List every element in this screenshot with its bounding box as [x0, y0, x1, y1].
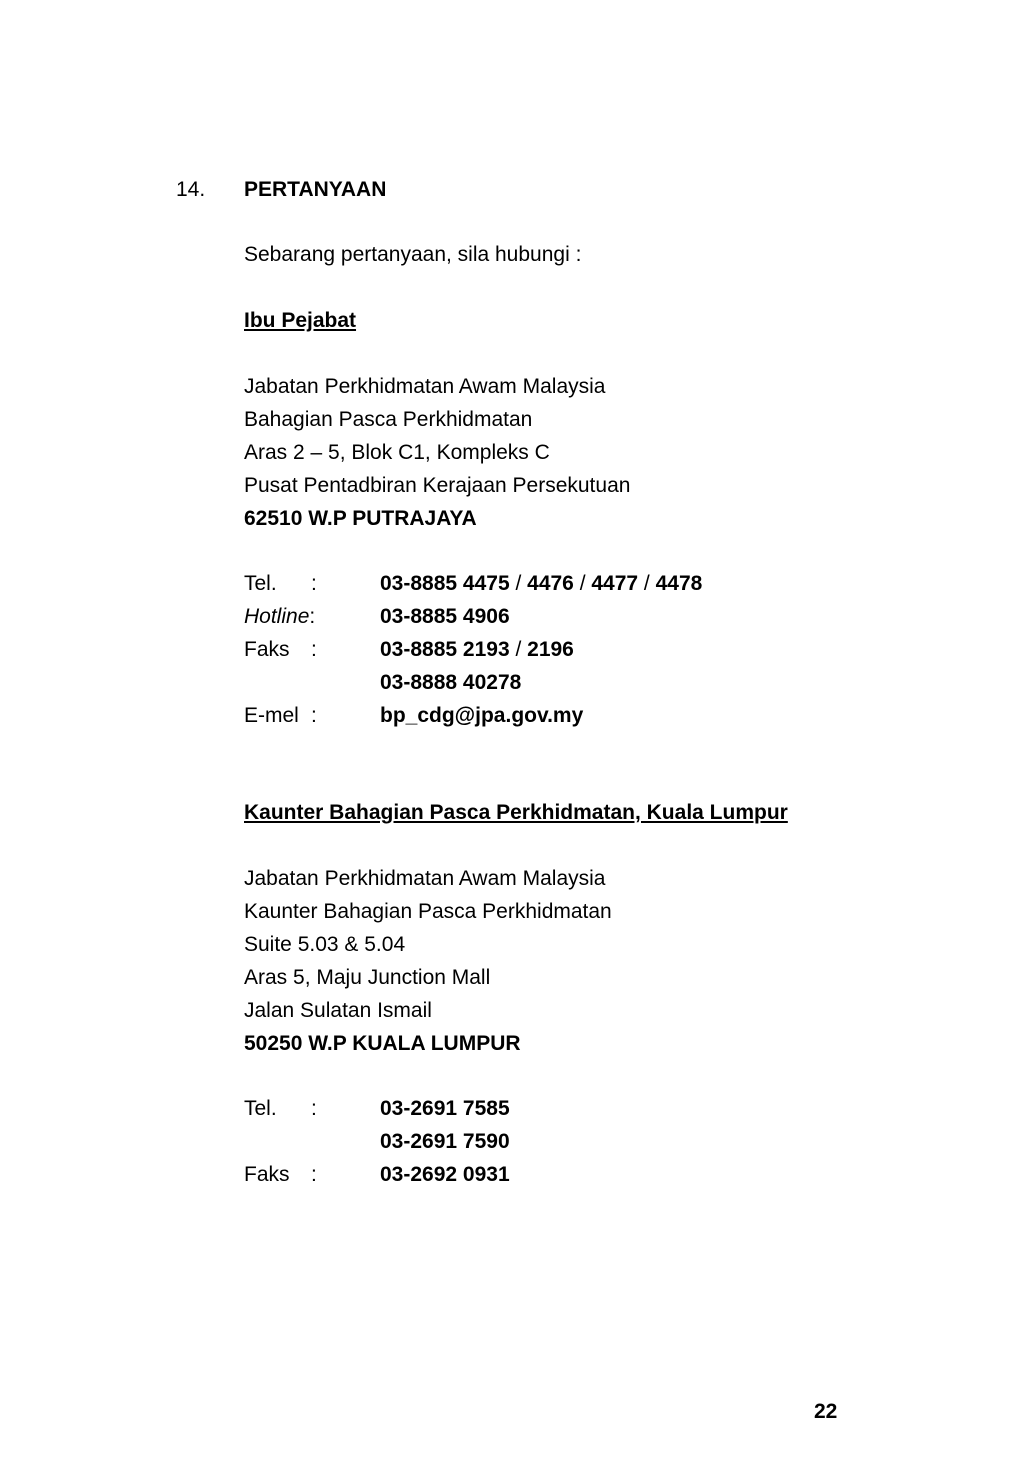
- section-number: 14.: [176, 178, 206, 201]
- kl-counter-heading: Kaunter Bahagian Pasca Perkhidmatan, Kuala Lumpur: [244, 801, 788, 824]
- kl-fax-value: 03-2692 0931: [380, 1163, 510, 1186]
- head-office-postcode-city: 62510 W.P PUTRAJAYA: [244, 507, 477, 530]
- tel-label: Tel.: [244, 572, 277, 595]
- hotline-value: 03-8885 4906: [380, 605, 510, 628]
- fax-separator: /: [509, 638, 528, 661]
- kl-address-line: Jalan Sulatan Ismail: [244, 999, 432, 1022]
- fax-label: Faks: [244, 638, 290, 661]
- fax-number: 2196: [527, 638, 574, 661]
- fax-colon: :: [311, 638, 317, 661]
- email-label: E-mel: [244, 704, 299, 727]
- hotline-label: Hotline: [244, 605, 310, 628]
- tel-number: 4477: [591, 572, 639, 595]
- tel-number: 03-8885 4475: [380, 572, 510, 595]
- kl-address-line: Aras 5, Maju Junction Mall: [244, 966, 491, 989]
- tel-separator: /: [638, 572, 656, 595]
- tel-separator: /: [573, 572, 592, 595]
- kl-postcode-city: 50250 W.P KUALA LUMPUR: [244, 1032, 521, 1055]
- kl-fax-colon: :: [311, 1163, 317, 1186]
- head-office-address-line: Aras 2 – 5, Blok C1, Kompleks C: [244, 441, 550, 464]
- tel-colon: :: [311, 572, 317, 595]
- fax-value-2: 03-8888 40278: [380, 671, 522, 694]
- tel-value: [380, 573, 702, 594]
- tel-number: 4476: [527, 572, 574, 595]
- tel-number: 4478: [655, 572, 703, 595]
- fax-value: [380, 639, 574, 660]
- kl-address-line: Suite 5.03 & 5.04: [244, 933, 406, 956]
- head-office-address-line: Jabatan Perkhidmatan Awam Malaysia: [244, 375, 606, 398]
- fax-number: 03-8885 2193: [380, 638, 510, 661]
- section-title: PERTANYAAN: [244, 178, 387, 201]
- kl-fax-label: Faks: [244, 1163, 290, 1186]
- hotline-label-group: [244, 606, 315, 627]
- hotline-colon: :: [309, 605, 316, 628]
- email-colon: :: [311, 704, 317, 727]
- kl-tel-value-2: 03-2691 7590: [380, 1130, 510, 1153]
- head-office-heading: Ibu Pejabat: [244, 309, 357, 332]
- kl-address-line: Kaunter Bahagian Pasca Perkhidmatan: [244, 900, 612, 923]
- kl-tel-colon: :: [311, 1097, 317, 1120]
- kl-tel-label: Tel.: [244, 1097, 277, 1120]
- page-number: 22: [814, 1400, 838, 1423]
- head-office-address-line: Bahagian Pasca Perkhidmatan: [244, 408, 533, 431]
- intro-text: Sebarang pertanyaan, sila hubungi :: [244, 243, 582, 266]
- kl-address-line: Jabatan Perkhidmatan Awam Malaysia: [244, 867, 606, 890]
- tel-separator: /: [509, 572, 528, 595]
- email-value: bp_cdg@jpa.gov.my: [380, 704, 584, 727]
- head-office-address-line: Pusat Pentadbiran Kerajaan Persekutuan: [244, 474, 631, 497]
- kl-tel-value-1: 03-2691 7585: [380, 1097, 510, 1120]
